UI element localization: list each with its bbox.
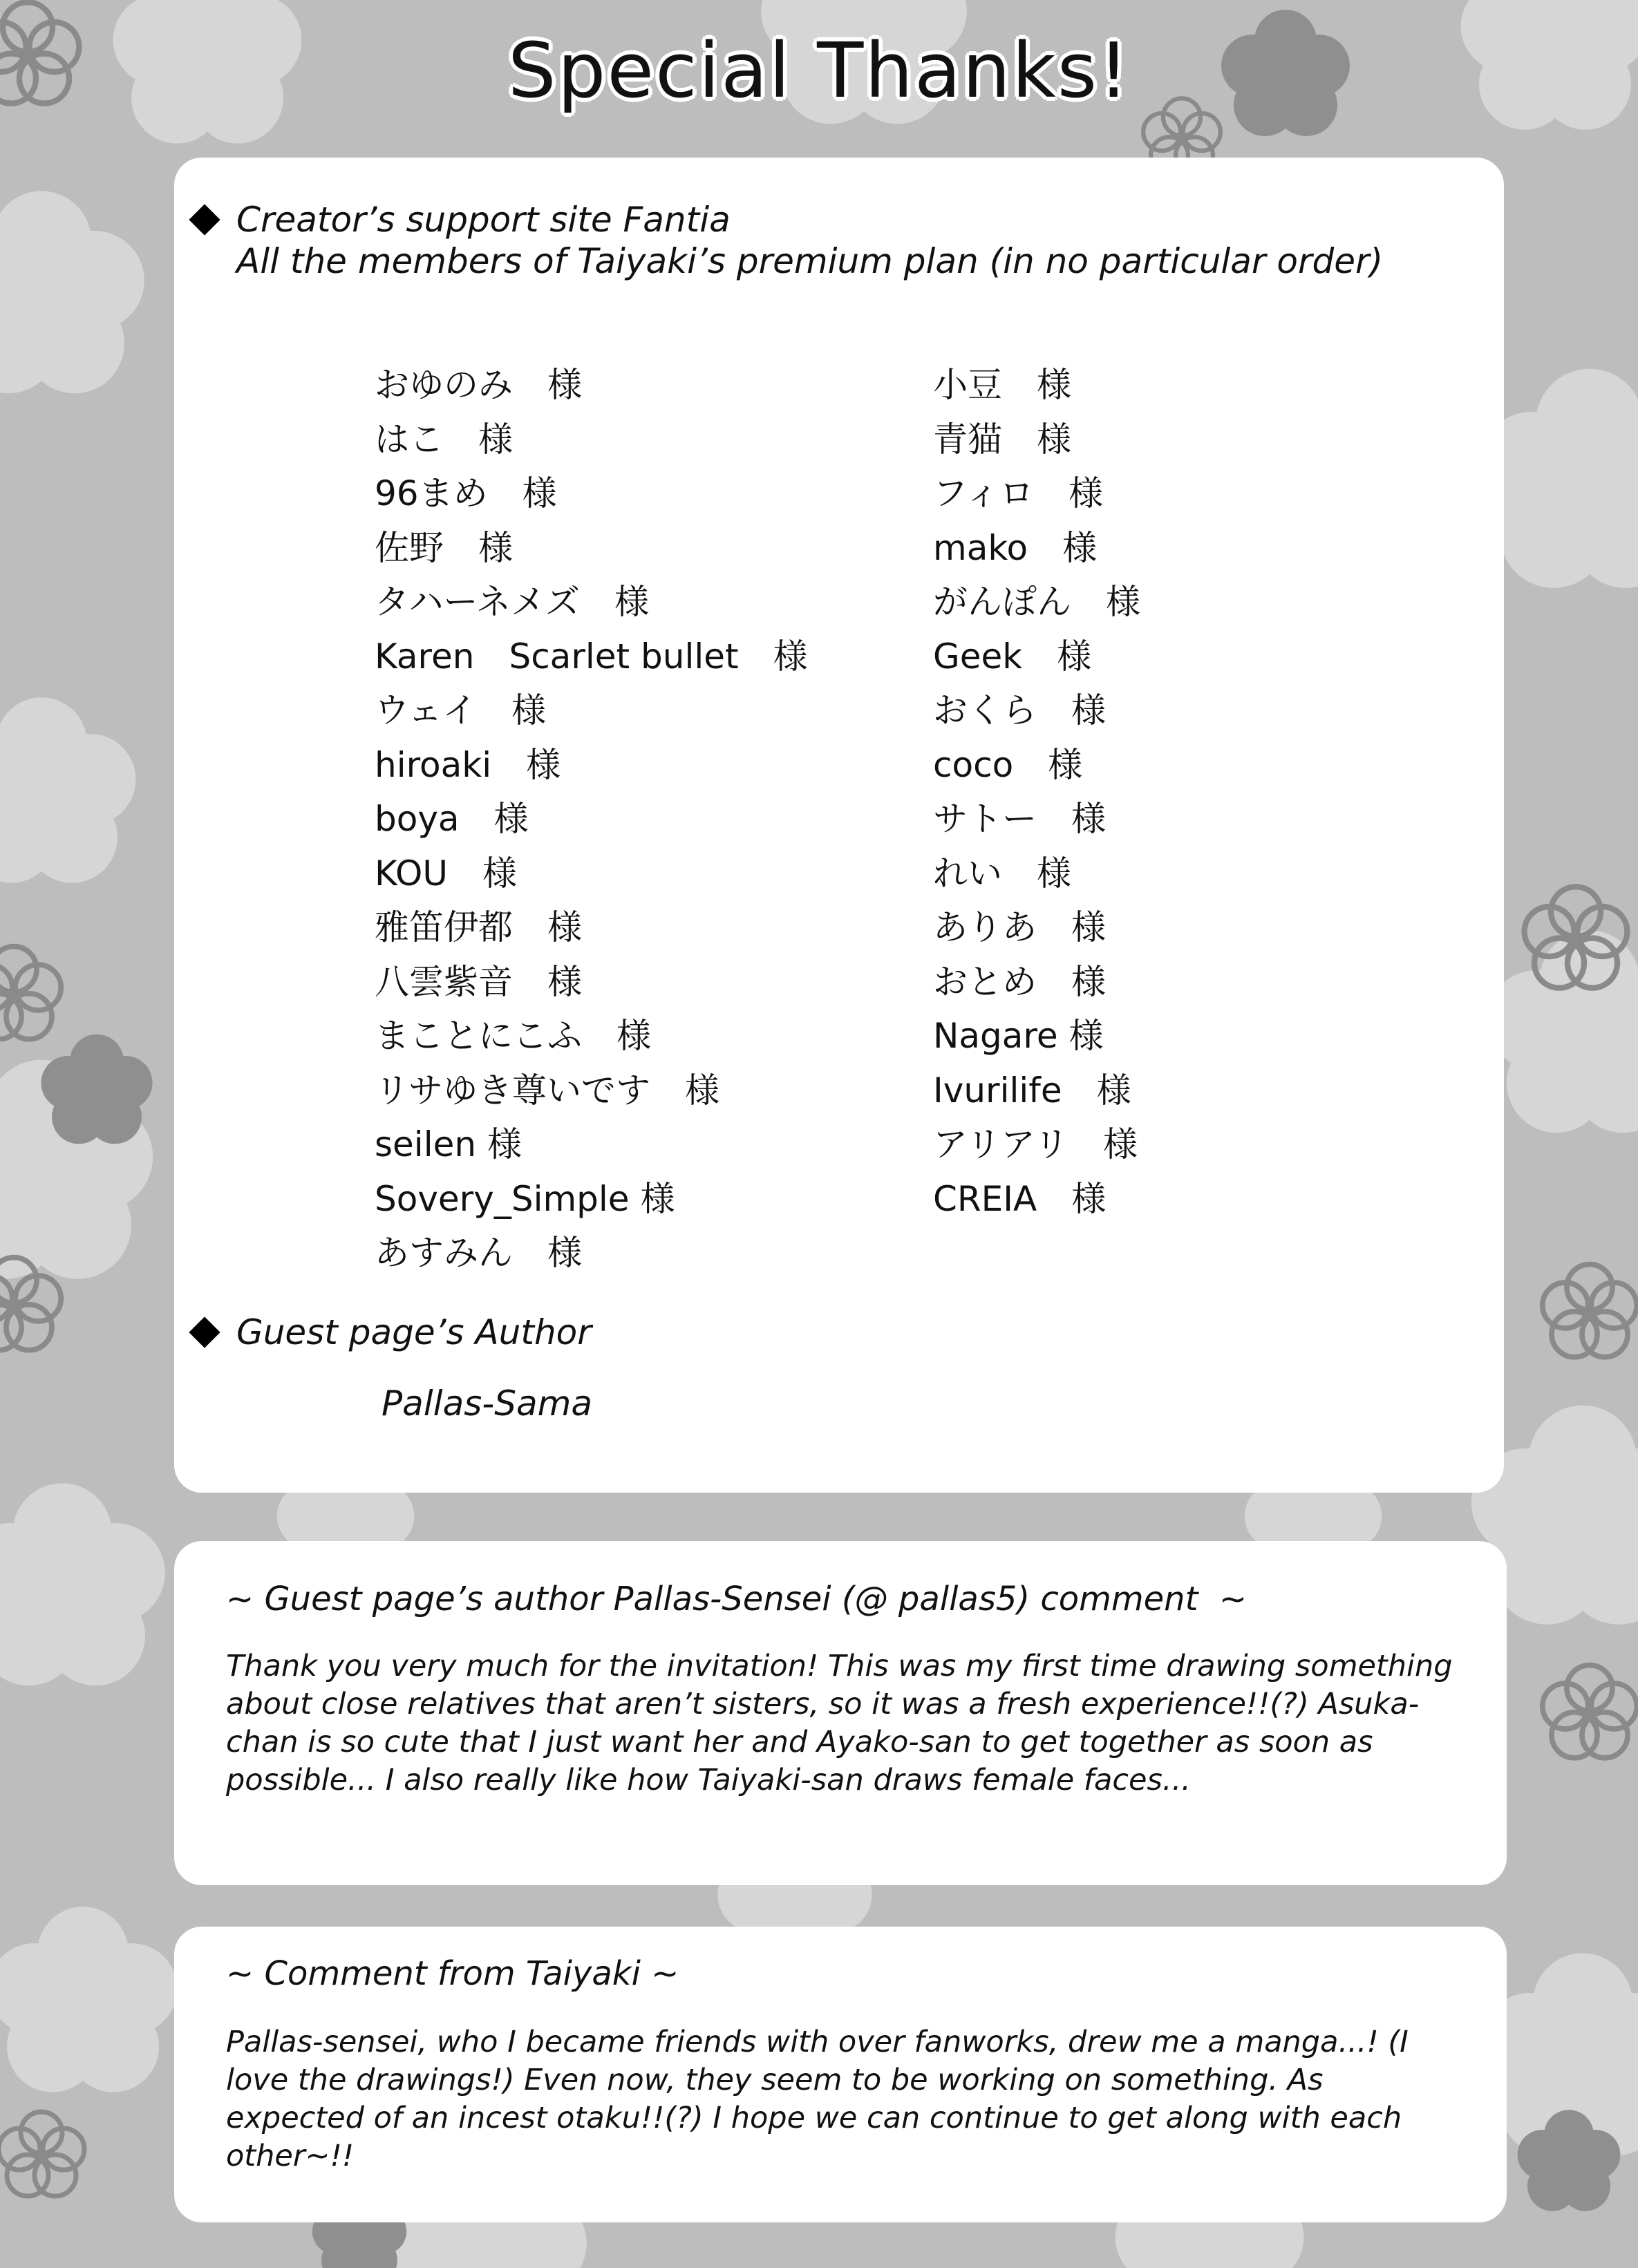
list-item: はこ 様 xyxy=(375,419,513,460)
fantia-heading-line1: Creator’s support site Fantia xyxy=(236,200,731,240)
list-item: hiroaki 様 xyxy=(375,744,561,785)
list-item: ありあ 様 xyxy=(933,907,1106,947)
diamond-bullet-icon xyxy=(189,1316,220,1348)
list-item: フィロ 様 xyxy=(933,473,1103,513)
list-item: Sovery_Simple 様 xyxy=(375,1178,675,1219)
special-thanks-panel xyxy=(174,158,1504,1493)
list-item: CREIA 様 xyxy=(933,1178,1107,1219)
list-item: あすみん 様 xyxy=(375,1233,582,1273)
fantia-section-heading xyxy=(236,199,1411,282)
list-item: まことにこふ 様 xyxy=(375,1016,651,1056)
fantia-heading-line2: All the members of Taiyaki’s premium plan (in no particular order) xyxy=(236,241,1384,281)
list-item: 青猫 様 xyxy=(933,419,1071,460)
supporter-list-left xyxy=(375,358,808,1281)
taiyaki-comment-body: Pallas-sensei, who I became friends with over fanworks, drew me a manga...! (I love the drawings!) Even now, they seem to be working on something. As expected of an incest otaku!!(?) I hope we can continue to get along with each other~!! xyxy=(226,2025,1409,2173)
list-item: タハーネメズ 様 xyxy=(375,582,649,622)
guest-author-heading xyxy=(236,1312,592,1353)
list-item: リサゆき尊いです 様 xyxy=(375,1070,719,1111)
list-item: mako 様 xyxy=(933,527,1098,568)
list-item: Nagare 様 xyxy=(933,1016,1104,1056)
list-item: 雅笛伊都 様 xyxy=(375,907,582,947)
list-item: boya 様 xyxy=(375,799,529,839)
list-item: Karen Scarlet bullet 様 xyxy=(375,636,808,677)
guest-author-name: Pallas-Sama xyxy=(382,1383,593,1424)
list-item: おとめ 様 xyxy=(933,961,1106,1002)
guest-comment-panel xyxy=(174,1541,1507,1885)
guest-comment-body: Thank you very much for the invitation! This was my first time drawing something about close relatives that aren’t sisters, so it was a fresh experience!!(?) Asuka-chan is so cute that I just want her and Ayako-san to get together as soon as possible... I also really like how Taiyaki-san draws female faces... xyxy=(226,1649,1453,1797)
list-item: 佐野 様 xyxy=(375,527,513,568)
list-item: coco 様 xyxy=(933,744,1083,785)
list-item: おゆのみ 様 xyxy=(375,365,582,405)
list-item: がんぽん 様 xyxy=(933,582,1140,622)
supporter-list-right xyxy=(933,358,1140,1226)
guest-comment-heading: ~ Guest page’s author Pallas-Sensei (@ pallas5) comment ~ xyxy=(226,1580,1248,1618)
page-title: Special Thanks! xyxy=(507,26,1131,115)
list-item: サトー 様 xyxy=(933,799,1106,839)
list-item: アリアリ 様 xyxy=(933,1124,1138,1164)
list-item: 八雲紫音 様 xyxy=(375,961,582,1002)
diamond-bullet-icon xyxy=(189,204,220,235)
list-item: Geek 様 xyxy=(933,636,1092,677)
taiyaki-comment-heading: ~ Comment from Taiyaki ~ xyxy=(226,1954,679,1993)
list-item: おくら 様 xyxy=(933,690,1106,730)
list-item: KOU 様 xyxy=(375,853,518,894)
list-item: Ivurilife 様 xyxy=(933,1070,1131,1111)
taiyaki-comment-panel xyxy=(174,1927,1507,2222)
list-item: 96まめ 様 xyxy=(375,473,557,513)
list-item: れい 様 xyxy=(933,853,1071,894)
list-item: 小豆 様 xyxy=(933,365,1071,405)
list-item: ウェイ 様 xyxy=(375,690,546,730)
guest-author-heading-text: Guest page’s Author xyxy=(236,1312,592,1352)
list-item: seilen 様 xyxy=(375,1124,522,1164)
